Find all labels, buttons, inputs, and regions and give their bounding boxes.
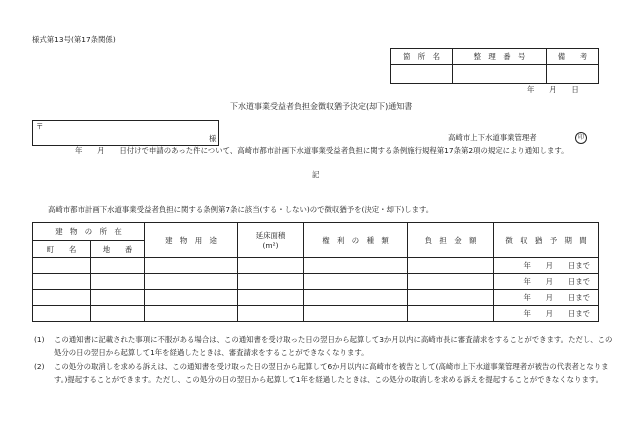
town-cell[interactable]: [33, 290, 91, 306]
document-title: 下水道事業受益者負担金徴収猶予決定(却下)通知書: [230, 102, 413, 111]
note-2-text: この処分の取消しを求める訴えは、この通知書を受け取った日の翌日から起算して6か月以内に高崎市を被告として(高崎市上下水道事業管理者が被告の代表者となります。)提起することができます。ただし、この処分の日の翌日から起算して1年を経過したときは、この処分の取消しを求める訴えを提起することができなくなります。: [54, 362, 609, 384]
area-cell[interactable]: [238, 290, 304, 306]
use-cell[interactable]: [145, 306, 238, 322]
amount-cell[interactable]: [408, 274, 494, 290]
period-cell[interactable]: 年 月 日まで: [494, 274, 599, 290]
issuer-name: 高崎市上下水道事業管理者: [448, 133, 537, 142]
amount-cell[interactable]: [408, 290, 494, 306]
remarks-cell[interactable]: [547, 65, 599, 84]
decision-statement: 高崎市都市計画下水道事業受益者負担に関する条例第7条に該当(する・しない)ので徴収猶予を(決定・却下)します。: [48, 205, 434, 214]
issue-date: 年 月 日: [527, 85, 579, 94]
property-table: [32, 222, 599, 322]
area-cell[interactable]: [238, 306, 304, 322]
town-cell[interactable]: [33, 258, 91, 274]
addressee-box[interactable]: [32, 120, 219, 146]
ki-marker: 記: [312, 170, 320, 179]
table-row: [33, 258, 599, 274]
note-2: [34, 361, 614, 386]
table-row: [33, 274, 599, 290]
floor-area-label: 延床面積: [255, 231, 286, 240]
town-cell[interactable]: [33, 306, 91, 322]
lot-cell[interactable]: [91, 258, 145, 274]
table-row: [33, 290, 599, 306]
note-1-text: この通知書に記載された事項に不服がある場合は、この通知書を受け取った日の翌日から起算して3か月以内に高崎市長に審査請求をすることができます。ただし、この処分の日の翌日から起算して1年を経過したときは、審査請求をすることができなくなります。: [54, 335, 613, 357]
area-cell[interactable]: [238, 258, 304, 274]
table-row: [33, 306, 599, 322]
right-cell[interactable]: [304, 258, 408, 274]
floor-area-header: [238, 223, 304, 258]
addressee-suffix: 様: [209, 134, 217, 143]
period-cell[interactable]: 年 月 日まで: [494, 306, 599, 322]
lot-number-header: 地 番: [91, 241, 145, 258]
charge-amount-header: 負 担 金 額: [408, 223, 494, 258]
building-use-header: 建 物 用 途: [145, 223, 238, 258]
remarks-header: 備 考: [547, 49, 599, 65]
body-text: 年 月 日付けで申請のあった件について、高崎市都市計画下水道事業受益者負担に関する条例施行規程第17条第2項の規定により通知します。: [75, 146, 569, 155]
period-cell[interactable]: 年 月 日まで: [494, 258, 599, 274]
lot-cell[interactable]: [91, 290, 145, 306]
use-cell[interactable]: [145, 258, 238, 274]
postal-mark: 〒: [36, 122, 44, 131]
reference-table: [390, 48, 599, 84]
right-cell[interactable]: [304, 274, 408, 290]
note-2-number: (2): [34, 362, 45, 371]
form-number: 様式第13号(第17条関係): [32, 35, 116, 44]
lot-cell[interactable]: [91, 306, 145, 322]
town-name-header: 町 名: [33, 241, 91, 258]
right-cell[interactable]: [304, 290, 408, 306]
floor-area-unit: (m²): [262, 241, 279, 250]
note-1-number: (1): [34, 335, 45, 344]
area-cell[interactable]: [238, 274, 304, 290]
right-type-header: 権 利 の 種 類: [304, 223, 408, 258]
note-1: [34, 334, 614, 359]
location-name-header: 箇 所 名: [391, 49, 453, 65]
reference-number-cell[interactable]: [453, 65, 547, 84]
use-cell[interactable]: [145, 274, 238, 290]
location-name-cell[interactable]: [391, 65, 453, 84]
use-cell[interactable]: [145, 290, 238, 306]
right-cell[interactable]: [304, 306, 408, 322]
period-cell[interactable]: 年 月 日まで: [494, 290, 599, 306]
amount-cell[interactable]: [408, 258, 494, 274]
building-location-header: 建 物 の 所 在: [33, 223, 145, 241]
amount-cell[interactable]: [408, 306, 494, 322]
deferral-period-header: 徴 収 猶 予 期 間: [494, 223, 599, 258]
seal-mark: 印: [575, 132, 587, 144]
reference-number-header: 整 理 番 号: [453, 49, 547, 65]
town-cell[interactable]: [33, 274, 91, 290]
lot-cell[interactable]: [91, 274, 145, 290]
